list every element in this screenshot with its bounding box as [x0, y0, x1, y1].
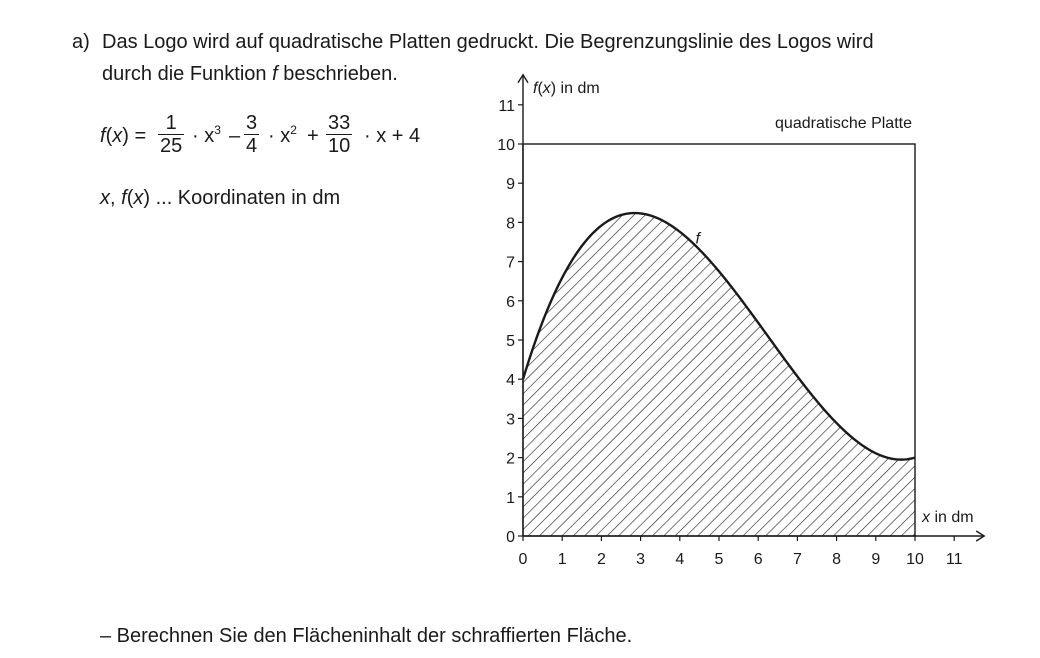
y-tick-label: 8	[506, 215, 515, 233]
shaded-area	[523, 213, 915, 536]
formula-plus: +	[307, 125, 319, 147]
fraction-1-denominator: 25	[160, 135, 183, 157]
fraction-2-numerator: 3	[246, 112, 258, 134]
x-tick-label: 11	[945, 551, 963, 568]
y-tick-label: 10	[497, 137, 515, 154]
x-tick-label: 2	[596, 551, 606, 568]
curve-label-f: f	[695, 230, 700, 248]
formula-lhs: f(x) =	[100, 125, 147, 147]
x-tick-label: 9	[871, 551, 881, 568]
x-tick-label: 4	[675, 551, 685, 568]
x-tick-label: 0	[518, 551, 528, 568]
y-axis-label: f(x) in dm	[533, 79, 600, 97]
y-tick-label: 9	[506, 176, 515, 194]
fraction-1-numerator: 1	[158, 112, 184, 135]
y-tick-label: 6	[506, 293, 515, 311]
x-tick-label: 8	[832, 551, 842, 568]
fraction-2-denominator: 4	[246, 135, 258, 157]
task-line-2: durch die Funktion f beschrieben.	[102, 63, 398, 85]
x-axis-label: x in dm	[922, 509, 974, 526]
fraction-3-numerator: 33	[328, 112, 351, 134]
y-tick-label: 11	[498, 97, 515, 115]
square-plate-label: quadratische Platte	[775, 115, 912, 132]
question-text: – Berechnen Sie den Flächeninhalt der schraffierten Fläche.	[100, 625, 633, 647]
x-tick-label: 6	[753, 551, 763, 568]
y-tick-label: 2	[506, 450, 515, 468]
y-tick-label: 0	[506, 529, 515, 546]
y-ticks	[497, 98, 523, 546]
y-tick-label: 7	[506, 254, 515, 272]
formula-term-x2: · $x^2$	[268, 123, 297, 147]
x-tick-label: 7	[792, 551, 802, 568]
y-tick-label: 5	[506, 333, 515, 350]
formula-minus: –	[229, 125, 241, 147]
formula-term-x3: · $x^3$	[192, 123, 221, 147]
x-tick-label: 3	[636, 551, 646, 568]
y-tick-label: 4	[506, 372, 515, 390]
x-tick-label: 5	[714, 551, 724, 568]
task-label: a)	[72, 31, 90, 53]
coordinates-note: x, f(x) ... Koordinaten in dm	[100, 187, 341, 209]
x-ticks	[519, 536, 963, 568]
y-tick-label: 3	[506, 411, 515, 429]
formula-term-x: · x + 4	[364, 125, 421, 147]
x-tick-label: 1	[557, 551, 567, 568]
y-tick-label: 1	[506, 489, 515, 507]
x-tick-label: 10	[906, 551, 924, 568]
fraction-3-denominator: 10	[328, 135, 351, 157]
task-line-1: Das Logo wird auf quadratische Platten gedruckt. Die Begrenzungslinie des Logos wird	[102, 31, 874, 53]
